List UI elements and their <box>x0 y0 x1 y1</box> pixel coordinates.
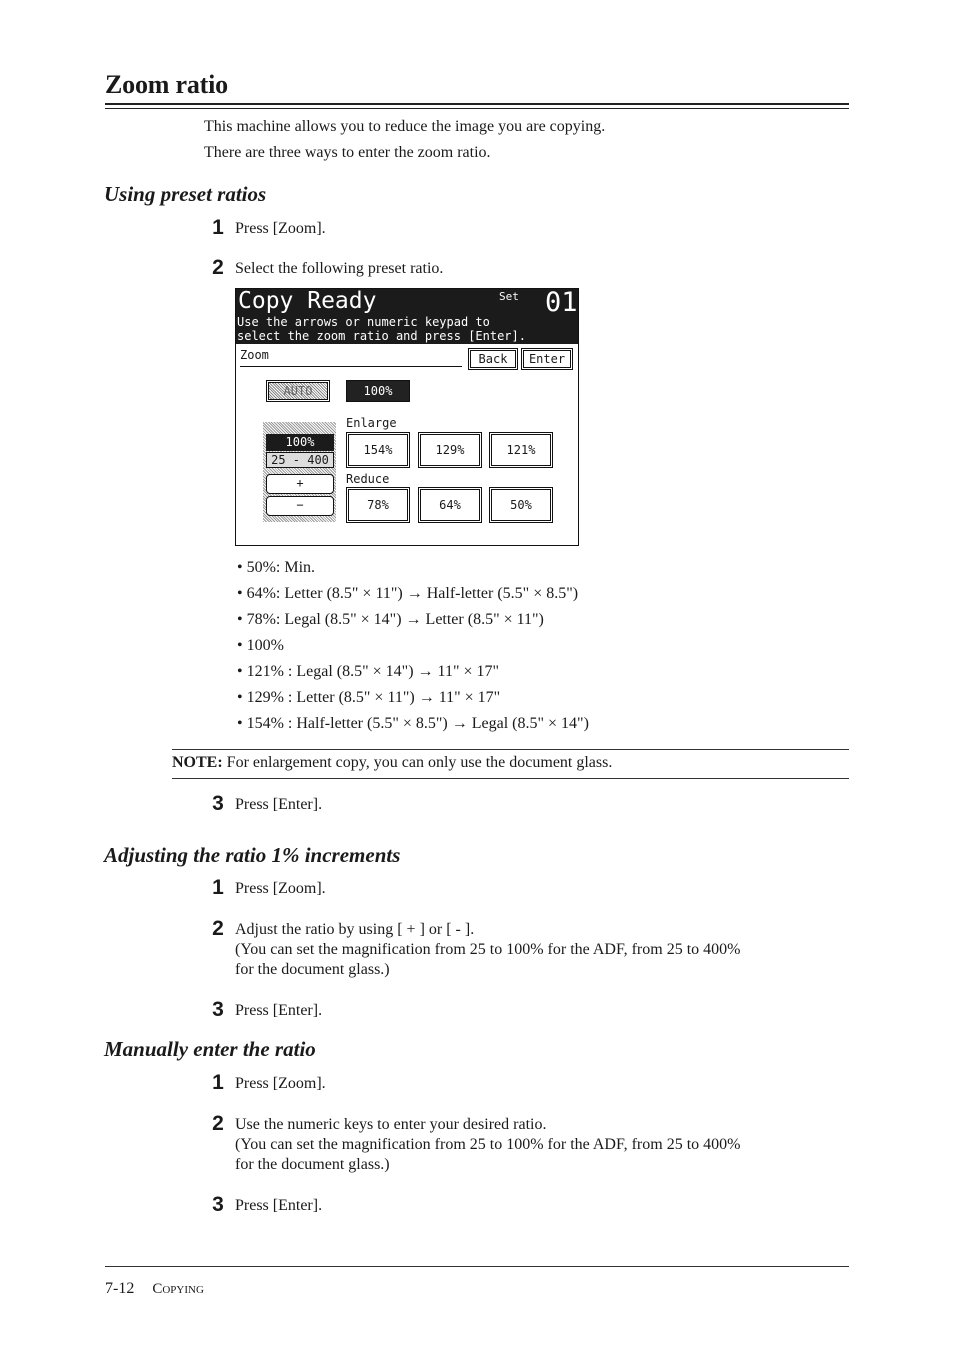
section-heading-preset: Using preset ratios <box>104 182 267 206</box>
section-heading-manual: Manually enter the ratio <box>104 1037 316 1061</box>
list-item: • 50%: Min. <box>237 559 316 576</box>
section-heading-adjust: Adjusting the ratio 1% increments <box>104 843 401 867</box>
step-text: Adjust the ratio by using [ + ] or [ - ]. <box>235 921 475 938</box>
zoom-plus-button[interactable]: + <box>266 474 334 494</box>
list-item: • 154% : Half-letter (5.5" × 8.5") → Legal (8.5" × 14") <box>237 715 589 732</box>
lcd-zoom-label: Zoom <box>240 348 462 367</box>
title-rule-thin <box>105 108 849 109</box>
step-subtext: (You can set the magnification from 25 to 100% for the ADF, from 25 to 400% <box>235 941 741 958</box>
footer <box>105 1280 204 1298</box>
lcd-copy-count: 01 <box>545 287 578 318</box>
step-text: Press [Enter]. <box>235 1197 323 1214</box>
note <box>172 754 612 772</box>
enlarge-154-button[interactable]: 154% <box>346 432 410 468</box>
auto-zoom-button[interactable]: AUTO <box>266 380 330 402</box>
step-number: 2 <box>212 256 224 279</box>
enlarge-129-button[interactable]: 129% <box>418 432 482 468</box>
step-number: 3 <box>212 998 224 1021</box>
list-item: • 121% : Legal (8.5" × 14") → 11" × 17" <box>237 663 500 680</box>
step-number: 2 <box>212 917 224 940</box>
zoom-value: 100% <box>266 434 334 451</box>
lcd-message-line-2: select the zoom ratio and press [Enter]. <box>237 329 526 343</box>
step-number: 2 <box>212 1112 224 1135</box>
reduce-64-button[interactable]: 64% <box>418 487 482 523</box>
footer-rule <box>105 1266 849 1267</box>
step-subtext: for the document glass.) <box>235 1156 390 1173</box>
zoom-range: 25 - 400 <box>266 452 334 468</box>
list-item: • 78%: Legal (8.5" × 14") → Letter (8.5" × 11") <box>237 611 544 628</box>
lcd-message-line-1: Use the arrows or numeric keypad to <box>237 315 490 329</box>
step-text: Press [Zoom]. <box>235 880 326 897</box>
lcd-header <box>236 289 578 344</box>
reduce-50-button[interactable]: 50% <box>489 487 553 523</box>
enlarge-121-button[interactable]: 121% <box>489 432 553 468</box>
step-text: Press [Zoom]. <box>235 1075 326 1092</box>
step-number: 1 <box>212 1071 224 1094</box>
enlarge-label: Enlarge <box>346 416 397 430</box>
back-button[interactable]: Back <box>468 348 518 370</box>
list-item: • 129% : Letter (8.5" × 11") → 11" × 17" <box>237 689 501 706</box>
reduce-78-button[interactable]: 78% <box>346 487 410 523</box>
intro-line-1: This machine allows you to reduce the image you are copying. <box>204 118 606 135</box>
zoom-100-button[interactable]: 100% <box>346 380 410 402</box>
note-rule-top <box>172 749 849 750</box>
step-number: 3 <box>212 792 224 815</box>
enter-button[interactable]: Enter <box>521 348 573 370</box>
step-subtext: (You can set the magnification from 25 to 100% for the ADF, from 25 to 400% <box>235 1136 741 1153</box>
note-text: For enlargement copy, you can only use the document glass. <box>222 754 613 771</box>
lcd-set-label: Set <box>499 290 519 303</box>
page-number: 7-12 <box>105 1280 135 1297</box>
step-text: Press [Zoom]. <box>235 220 326 237</box>
step-subtext: for the document glass.) <box>235 961 390 978</box>
page-title: Zoom ratio <box>105 70 228 99</box>
step-number: 3 <box>212 1193 224 1216</box>
intro-line-2: There are three ways to enter the zoom ratio. <box>204 144 491 161</box>
step-text: Select the following preset ratio. <box>235 260 444 277</box>
note-rule-bottom <box>172 778 849 779</box>
step-number: 1 <box>212 876 224 899</box>
list-item: • 100% <box>237 637 284 654</box>
step-text: Press [Enter]. <box>235 796 323 813</box>
step-text: Use the numeric keys to enter your desired ratio. <box>235 1116 547 1133</box>
note-label: NOTE: <box>172 754 223 771</box>
step-text: Press [Enter]. <box>235 1002 323 1019</box>
reduce-label: Reduce <box>346 472 390 486</box>
list-item: • 64%: Letter (8.5" × 11") → Half-letter (5.5" × 8.5") <box>237 585 579 602</box>
zoom-minus-button[interactable]: − <box>266 496 334 516</box>
lcd-title: Copy Ready <box>238 288 377 314</box>
footer-section: Copying <box>152 1281 204 1297</box>
title-rule <box>105 103 849 105</box>
step-number: 1 <box>212 216 224 239</box>
lcd-panel <box>235 288 579 546</box>
